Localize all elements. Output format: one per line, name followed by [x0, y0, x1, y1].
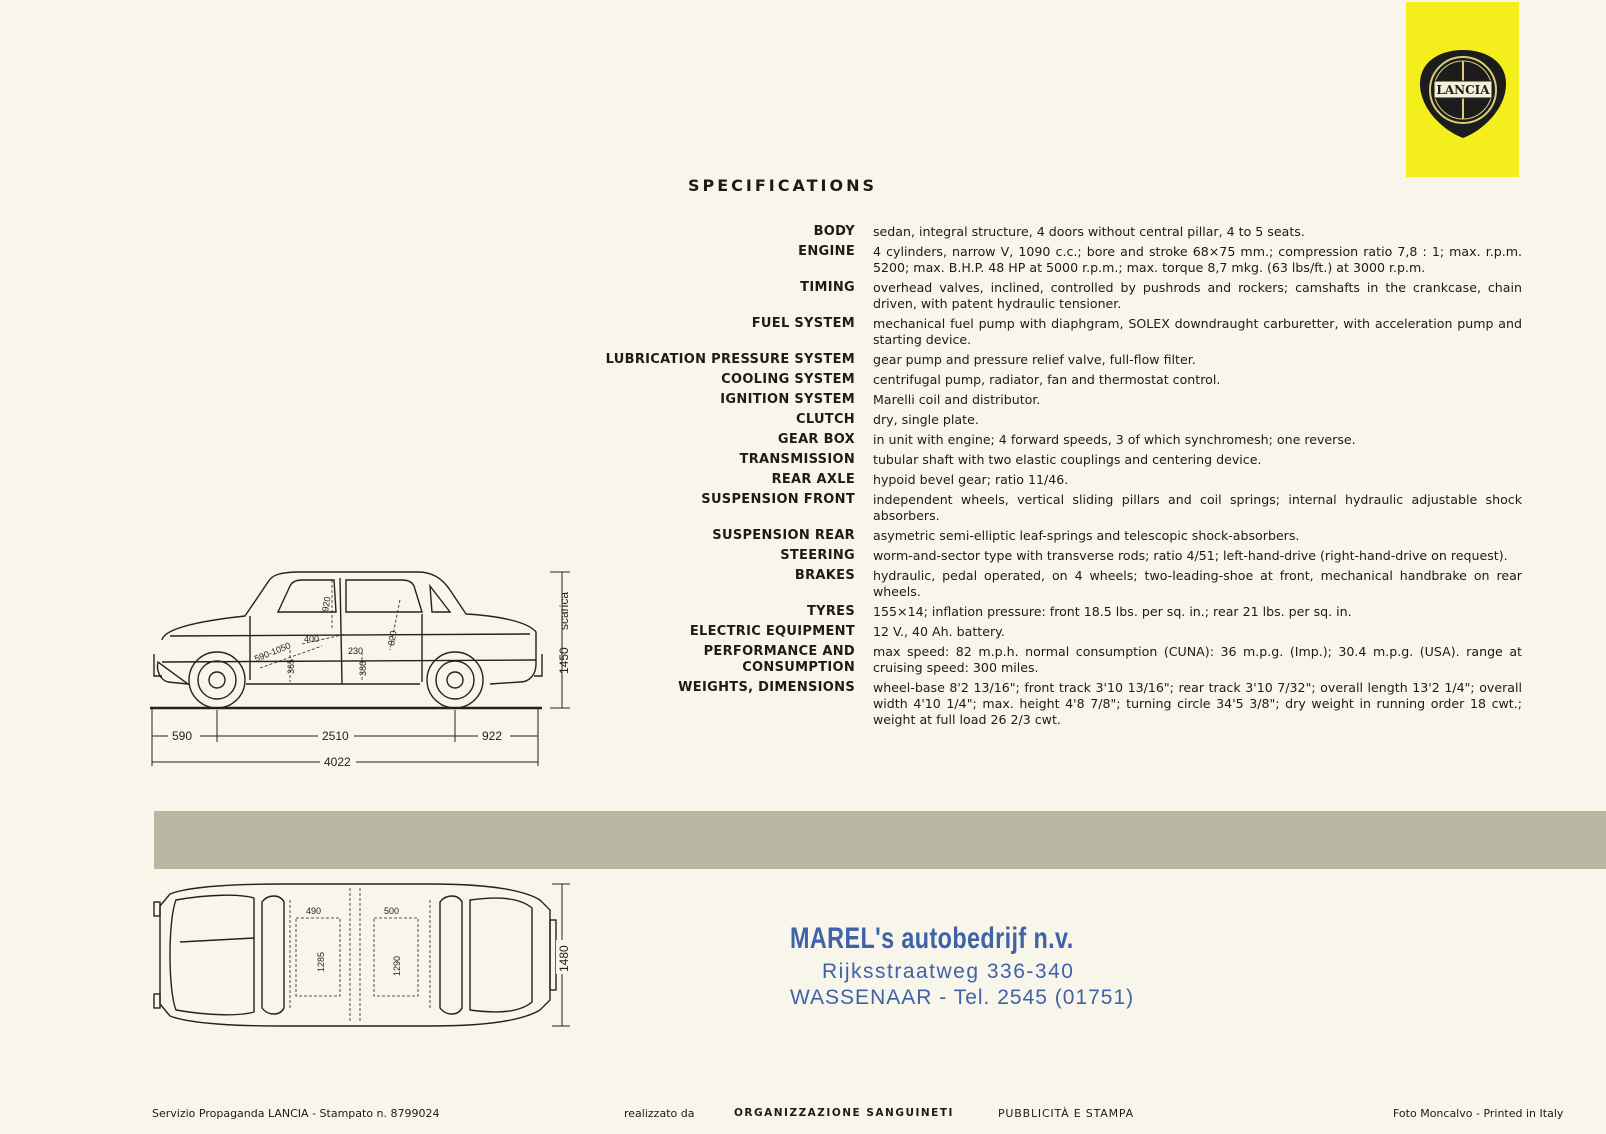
lancia-logo-panel — [1406, 2, 1519, 177]
dim-wheelbase-label: 2510 — [322, 729, 349, 743]
dealer-city-phone: WASSENAAR - Tel. 2545 (01751) — [790, 986, 1135, 1009]
spec-label: WEIGHTS, DIMENSIONS — [678, 680, 855, 695]
spec-row — [600, 372, 1540, 388]
spec-label: IGNITION SYSTEM — [720, 392, 855, 407]
spec-value: gear pump and pressure relief valve, full-flow filter. — [873, 352, 1196, 367]
footer-middle-prefix: realizzato da — [624, 1107, 695, 1120]
spec-row — [600, 568, 1540, 600]
lancia-shield-logo-icon — [1414, 46, 1512, 142]
spec-row — [600, 604, 1540, 620]
spec-row — [600, 280, 1540, 312]
spec-row — [600, 492, 1540, 524]
footer-left: Servizio Propaganda LANCIA - Stampato n. 8799024 — [152, 1107, 440, 1120]
spec-label: ELECTRIC EQUIPMENT — [689, 624, 855, 639]
spec-value: Marelli coil and distributor. — [873, 392, 1041, 407]
page-title: SPECIFICATIONS — [688, 176, 878, 195]
spec-value: worm-and-sector type with transverse rods; ratio 4/51; left-hand-drive (right-hand-drive on request). — [873, 548, 1508, 563]
spec-row — [600, 528, 1540, 544]
dim-230-label: 230 — [348, 646, 364, 656]
spec-value: 155×14; inflation pressure: front 18.5 lbs. per sq. in.; rear 21 lbs. per sq. in. — [873, 604, 1352, 619]
spec-value: hypoid bevel gear; ratio 11/46. — [873, 472, 1069, 487]
footer-middle-suffix: PUBBLICITÀ E STAMPA — [998, 1107, 1134, 1120]
spec-row — [600, 352, 1540, 368]
spec-value: mechanical fuel pump with diaphgram, SOLEX downdraught carburetter, with acceleration pump and starting device. — [873, 316, 1522, 347]
spec-value: asymetric semi-elliptic leaf-springs and telescopic shock-absorbers. — [873, 528, 1300, 543]
dim-380-label: 380 — [358, 660, 368, 676]
side-view-drawing — [150, 570, 590, 790]
spec-value: sedan, integral structure, 4 doors without central pillar, 4 to 5 seats. — [873, 224, 1305, 239]
dim-height-label: 1450 — [557, 647, 571, 674]
footer-right: Foto Moncalvo - Printed in Italy — [1393, 1107, 1564, 1120]
top-view-drawing — [150, 880, 590, 1040]
spec-row — [600, 412, 1540, 428]
spec-label: GEAR BOX — [777, 432, 855, 447]
dim-width-label: 1480 — [557, 945, 571, 972]
dealer-address: Rijksstraatweg 336-340 — [822, 960, 1075, 983]
spec-label: SUSPENSION REAR — [712, 528, 855, 543]
dim-rear-cabin-width-label: 1290 — [392, 955, 402, 976]
spec-label: BRAKES — [794, 568, 855, 583]
spec-row — [600, 392, 1540, 408]
spec-label: FUEL SYSTEM — [751, 316, 855, 331]
spec-row — [600, 432, 1540, 448]
specifications-list — [600, 224, 1540, 732]
spec-row — [600, 224, 1540, 240]
spec-label: PERFORMANCE AND CONSUMPTION — [703, 644, 855, 675]
spec-value: in unit with engine; 4 forward speeds, 3 of which synchromesh; one reverse. — [873, 432, 1356, 447]
spec-label: BODY — [813, 224, 855, 239]
olive-divider-band — [154, 811, 1606, 869]
spec-label: TIMING — [800, 280, 855, 295]
dim-front-overhang-label: 590 — [172, 729, 193, 743]
spec-row — [600, 472, 1540, 488]
dim-400-label: 400 — [304, 634, 320, 644]
dim-front-cabin-width-label: 1285 — [316, 951, 326, 972]
dealer-stamp — [790, 922, 1154, 1010]
spec-value: 4 cylinders, narrow V, 1090 c.c.; bore and stroke 68×75 mm.; compression ratio 7,8 : 1; max. r.p.m. 5200; max. B.H.P. 48 HP at 5000 r.p.m.; max. torque 8,7 mkg. (63 lbs/ft.) at 3000 r.p.m. — [873, 244, 1522, 275]
spec-row — [600, 244, 1540, 276]
spec-label: TYRES — [806, 604, 855, 619]
spec-row — [600, 680, 1540, 728]
spec-value: overhead valves, inclined, controlled by pushrods and rockers; camshafts in the crankcase, chain driven, with patent hydraulic tensioner. — [873, 280, 1522, 311]
dim-820-label: 820 — [386, 629, 399, 647]
dim-height-note: scarica — [557, 591, 571, 630]
spec-value: tubular shaft with two elastic couplings and centering device. — [873, 452, 1262, 467]
dim-front-seat-width-label: 490 — [306, 906, 322, 916]
spec-value: hydraulic, pedal operated, on 4 wheels; two-leading-shoe at front, mechanical handbrake on rear wheels. — [873, 568, 1522, 599]
spec-row — [600, 452, 1540, 468]
spec-label: CLUTCH — [795, 412, 855, 427]
dealer-name: MAREL's autobedrijf n.v. — [790, 922, 1074, 955]
spec-row — [600, 624, 1540, 640]
dim-590-1050-label: 590-1050 — [253, 640, 293, 664]
spec-value: dry, single plate. — [873, 412, 979, 427]
spec-row — [600, 548, 1540, 564]
dim-overall-length-label: 4022 — [324, 755, 351, 769]
spec-label: TRANSMISSION — [739, 452, 855, 467]
spec-value: independent wheels, vertical sliding pillars and coil springs; internal hydraulic adjustable shock absorbers. — [873, 492, 1522, 523]
spec-row — [600, 644, 1540, 676]
spec-label: COOLING SYSTEM — [721, 372, 855, 387]
footer-middle-org: ORGANIZZAZIONE SANGUINETI — [734, 1107, 954, 1119]
spec-label: REAR AXLE — [771, 472, 855, 487]
logo-wordmark: LANCIA — [1436, 83, 1490, 97]
spec-value: wheel-base 8'2 13/16"; front track 3'10 13/16"; rear track 3'10 7/32"; overall length 13'2 1/4"; overall width 4'10 1/4"; max. height 4'8 7/8"; turning circle 34'5 3/8"; dry weight in running order 18 cwt.; weight at full load 26 2/3 cwt. — [873, 680, 1522, 727]
spec-row — [600, 316, 1540, 348]
spec-value: max speed: 82 m.p.h. normal consumption (CUNA): 36 m.p.g. (Imp.); 30.4 m.p.g. (USA). range at cruising speed: 300 miles. — [873, 644, 1522, 675]
dim-920-label: 920 — [320, 595, 333, 613]
spec-label: STEERING — [780, 548, 855, 563]
dim-365-label: 365 — [286, 658, 296, 674]
dim-rear-overhang-label: 922 — [482, 729, 503, 743]
spec-value: 12 V., 40 Ah. battery. — [873, 624, 1005, 639]
spec-label: ENGINE — [798, 244, 855, 259]
dim-rear-seat-width-label: 500 — [384, 906, 400, 916]
spec-label: LUBRICATION PRESSURE SYSTEM — [605, 352, 855, 367]
spec-value: centrifugal pump, radiator, fan and thermostat control. — [873, 372, 1221, 387]
spec-label: SUSPENSION FRONT — [701, 492, 855, 507]
